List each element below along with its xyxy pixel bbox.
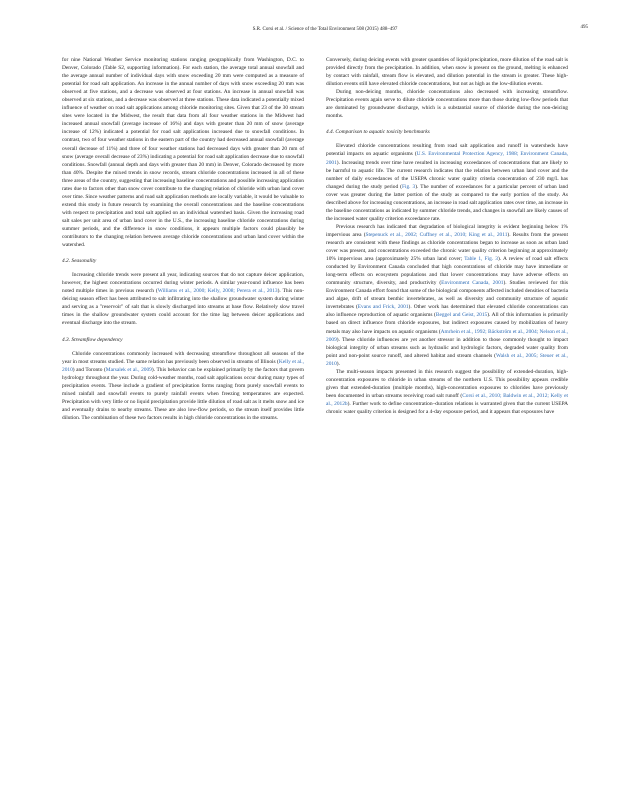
- citation-link[interactable]: Marsalek et al., 2009: [105, 366, 152, 373]
- citation-link[interactable]: Beggel and Geist, 2015: [435, 312, 488, 319]
- paragraph: Previous research has indicated that degradation of biological integrity is evident beginning below 1% impervious area (Stepenuck et al., 2002; Cuffney et al., 2010; King et al., 2011). Results from the present research are consistent with these findings as chloride concentrations began to increase as soon as urban land cover was present, and concentrations exceeded the chronic water quality criterion beginning at approximately 10% impervious area (approximately 25% urban land cover; Table 1, Fig. 3). A review of road salt effects conducted by Environment Canada concluded that high concentrations of chloride may have immediate or long-term effects on ecosystem populations and that lower concentrations may have adverse effects on community structure, diversity, and productivity (Environment Canada, 2001). Studies reviewed for this Environment Canada effort found that some of the biological components affected included densities of bacteria and algae, drift of stream benthic invertebrates, as well as diversity and community structure of aquatic invertebrates (Evans and Frick, 2001). Other work has determined that elevated chloride concentrations can also influence reproduction of aquatic organisms (Beggel and Geist, 2015). All of this information is primarily based on direct influence from chloride exposures, but indirect exposures caused by mobilization of heavy metals may also have impacts on aquatic organisms (Amrhein et al., 1992; Bäckström et al., 2004; Nelson et al., 2009). These chloride influences are yet another stressor in addition to those commonly thought to impact biological integrity of urban streams such as hydraulic and hydrologic factors, degraded water quality from point and non-point source runoff, and altered habitat and stream channels (Walsh et al., 2005; Steuer et al., 2010).: [326, 223, 569, 367]
- paragraph: During non-deicing months, chloride concentrations also decreased with increasing streamflow. Precipitation events again serve to dilute chloride concentrations more than those during low-flow periods that are dominated by groundwater discharge, which is a substantial source of chloride during the non-deicing months.: [326, 89, 568, 120]
- paragraph: Elevated chloride concentrations resulting from road salt application and runoff in watersheds have potential impacts on aquatic organisms (U.S. Environmental Protection Agency, 1988; Environment Canada, 2001). Increasing trends over time have resulted in increasing exceedances of concentrations that are likely to be harmful to aquatic life. The current research indicates that the relation between urban land cover and the number of daily exceedances of the USEPA chronic water quality criteria concentration of 230 mg/L has changed during the study period (Fig. 3). The number of exceedances for a particular percent of urban land cover was greater during the latter portion of the study as compared to the early portion of the study. As described above for increasing concentrations, an increase in road salt application rates over time, an increase in the baseline concentrations as indicated by summer chloride trends, and changes in snowfall are likely causes of the increased water quality criterion exceedance rate.: [326, 143, 569, 222]
- citation-link[interactable]: Amrhein et al., 1992; Bäckström et al., 2004; Nelson et al., 2009: [326, 328, 568, 343]
- right-column: [326, 56, 568, 416]
- paragraph: Conversely, during deicing events with greater quantities of liquid precipitation, more dilution of the road salt is provided directly from the precipitation. In addition, when snow is present on the ground, melting is enhanced by contact with rainfall, stream flow is elevated, and dilution potential in the stream is greater. These high-dilution events still have elevated chloride concentrations, but not as high as the low-dilution events.: [326, 57, 568, 88]
- running-head: S.R. Corsi et al. / Science of the Total Environment 508 (2015) 488–497: [252, 26, 398, 32]
- citation-link[interactable]: Williams et al., 2000; Kelly, 2008; Perera et al., 2013: [157, 288, 278, 295]
- table-figure-link[interactable]: Table 1, Fig. 3: [464, 256, 498, 263]
- section-heading: 4.3. Streamflow dependency: [62, 336, 123, 343]
- citation-link[interactable]: Stepenuck et al., 2002; Cuffney et al., 2010; King et al., 2011: [365, 231, 508, 238]
- paragraph: The multi-season impacts presented in this research suggest the possibility of extended-duration, high-concentration exposures to chloride in urban streams of the northern U.S. This possibility appears credible given that extended-duration (multiple months), high-concentration exposures to chlorides have previously been documented in urban streams receiving road salt runoff (Corsi et al., 2010; Baldwin et al., 2012; Kelly et al., 2012b). Further work to define concentration–duration relations is warranted given that the current USEPA chronic water quality criterion is designed for a 4-day exposure period, and it appears that exposures have: [326, 368, 568, 415]
- paragraph: Increasing chloride trends were present all year, indicating sources that do not capture deicer application, however, the highest concentrations occurred during winter periods. A similar year-round influence has been noted multiple times in previous research (Williams et al., 2000; Kelly, 2008; Perera et al., 2013). This non-deicing season effect has been attributed to salt infiltrating into the shallow groundwater system during winter and serving as a "reservoir" of salt that is slowly discharged into streams at base flow. Relatively slow travel times in the shallow groundwater system could account for the time lag between deicer applications and eventual discharge into the stream.: [62, 272, 304, 327]
- left-column: [62, 56, 304, 422]
- citation-link[interactable]: Evans and Frick, 2001: [357, 304, 409, 311]
- citation-link[interactable]: Walsh et al., 2005; Steuer et al., 2010: [326, 352, 568, 367]
- section-heading: 4.2. Seasonality: [62, 258, 97, 265]
- figure-link[interactable]: Fig. 3: [401, 183, 416, 190]
- running-header: [62, 24, 588, 34]
- citation-link[interactable]: Corsi et al., 2010; Baldwin et al., 2012; Kelly et al., 2012b: [326, 392, 568, 407]
- page-number: 495: [580, 25, 588, 30]
- citation-link[interactable]: Environment Canada, 2001: [441, 280, 504, 287]
- citation-link[interactable]: U.S. Environmental Protection Agency, 1988; Environment Canada, 2001: [326, 151, 569, 166]
- section-heading: 4.4. Comparison to aquatic toxicity benchmarks: [326, 129, 430, 136]
- paragraph: Chloride concentrations commonly increased with decreasing streamflow throughout all seasons of the year in most streams studied. The same relation has previously been observed in streams of Illinois (Kelly et al., 2010) and Toronto (Marsalek et al., 2009). This behavior can be explained primarily by the factors that govern hydrology throughout the year. During cold-weather months, road salt applications occur during many types of precipitation events. These include a gradient of precipitation forms ranging from purely snowfall events to mixed rainfall and snowfall events to purely rainfall events when freezing temperatures are expected. Precipitation with very little or no liquid precipitation provide little dilution of road salt as it melts snow and ice and eventually drains to nearby streams. These are also low-flow periods, so the stream itself provides little dilution. The combination of these two factors results in high chloride concentrations in the streams.: [62, 350, 305, 421]
- paragraph: for nine National Weather Service monitoring stations ranging geographically from Washington, D.C. to Denver, Colorado (Table S2, supporting information). For each station, the average total annual snowfall and the average annual number of individual days with snow exceeding 20 mm were computed as a measure of potential for road salt application. An increase in the annual number of days with snow exceeding 20 mm was observed at five stations, and a decrease was observed at four stations. An increase in annual snowfall was observed at six stations, and a decrease was observed at three stations. These data indicated a potentially mixed influence of weather on road salt applications among chloride monitoring sites. Given that 23 of the 30 stream sites were located in the Midwest, the result that data from all four weather stations in the Midwest had increased annual snowfall (average increase of 16%) and days with greater than 20 mm of snow (average increase of 12%) indicated a potential for road salt applications increased due to snowfall conditions. In contrast, two of four weather stations in the eastern part of the country had decreased annual snowfall (average overall decrease of 11%) and three of four weather stations had decreased days with greater than 20 mm of snow (average overall decrease of 23%) indicating a potential for road salt application decrease due to snowfall conditions. Snowfall (annual depth and days with greater than 20 mm) in Denver, Colorado decreased by more than 40%. Despite the mixed trends in snow records, stream chloride concentrations increased in all of these three areas of the country, suggesting that increasing baseline concentrations and possible increasing application rates due to factors other than snow cover contribute to the changing relation of chloride with urban land cover over time. Since weather patterns and road salt application methods are locally variable, it would be valuable to extend this study in future research by examining the overall concentrations and the baseline concentrations with respect to precipitation and total salt applied on an individual watershed basis. Given the increasing road salt sales per unit area of urban land cover in the U.S., the increasing baseline chloride concentrations during summer periods, and the difference in snow conditions, it appears multiple factors could plausibly be contributors to the changing relation between average chloride concentrations and urban land cover within the watershed.: [62, 57, 304, 249]
- citation-link[interactable]: Kelly et al., 2010: [62, 358, 304, 373]
